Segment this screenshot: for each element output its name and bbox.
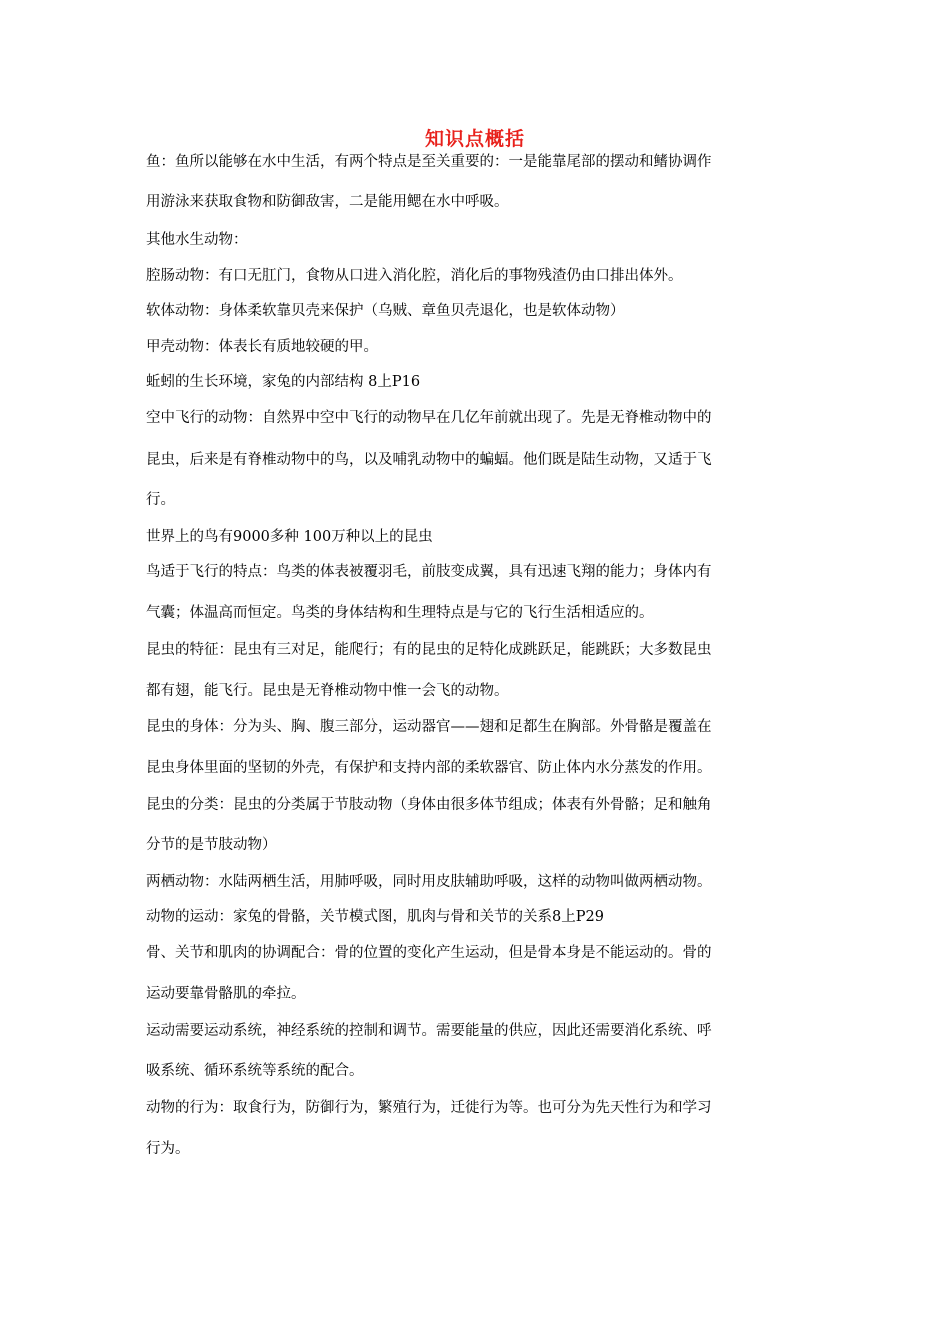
text-line-2: 用游泳来获取食物和防御敌害，二是能用鳃在水中呼吸。 bbox=[146, 194, 509, 210]
text-line-15: 都有翅，能飞行。昆虫是无脊椎动物中惟一会飞的动物。 bbox=[146, 683, 509, 699]
text-line-13: 气囊；体温高而恒定。鸟类的身体结构和生理特点是与它的飞行生活相适应的。 bbox=[146, 605, 654, 621]
text-line-20: 两栖动物：水陆两栖生活，用肺呼吸，同时用皮肤辅助呼吸，这样的动物叫做两栖动物。 bbox=[146, 874, 712, 890]
text-line-1: 鱼：鱼所以能够在水中生活，有两个特点是至关重要的：一是能靠尾部的摆动和鳍协调作 bbox=[146, 154, 712, 170]
text-line-22: 骨、关节和肌肉的协调配合：骨的位置的变化产生运动，但是骨本身是不能运动的。骨的 bbox=[146, 945, 712, 961]
text-line-16: 昆虫的身体：分为头、胸、腹三部分，运动器官——翅和足都生在胸部。外骨骼是覆盖在 bbox=[146, 719, 712, 735]
text-line-23: 运动要靠骨骼肌的牵拉。 bbox=[146, 986, 306, 1002]
text-line-11: 世界上的鸟有9000多种 100万种以上的昆虫 bbox=[146, 529, 433, 545]
text-line-24: 运动需要运动系统，神经系统的控制和调节。需要能量的供应，因此还需要消化系统、呼 bbox=[146, 1023, 712, 1039]
text-line-8: 空中飞行的动物：自然界中空中飞行的动物早在几亿年前就出现了。先是无脊椎动物中的 bbox=[146, 410, 712, 426]
text-line-19: 分节的是节肢动物） bbox=[146, 837, 277, 853]
text-line-7: 蚯蚓的生长环境，家兔的内部结构 8上P16 bbox=[146, 374, 421, 390]
text-line-3: 其他水生动物： bbox=[146, 232, 248, 248]
text-line-6: 甲壳动物：体表长有质地较硬的甲。 bbox=[146, 339, 378, 355]
text-line-14: 昆虫的特征：昆虫有三对足，能爬行；有的昆虫的足特化成跳跃足，能跳跃；大多数昆虫 bbox=[146, 642, 712, 658]
text-line-27: 行为。 bbox=[146, 1141, 190, 1157]
text-line-4: 腔肠动物：有口无肛门，食物从口进入消化腔，消化后的事物残渣仍由口排出体外。 bbox=[146, 268, 683, 284]
text-line-18: 昆虫的分类：昆虫的分类属于节肢动物（身体由很多体节组成；体表有外骨骼；足和触角 bbox=[146, 797, 712, 813]
text-line-21: 动物的运动：家兔的骨骼，关节模式图，肌肉与骨和关节的关系8上P29 bbox=[146, 909, 604, 925]
text-line-17: 昆虫身体里面的坚韧的外壳，有保护和支持内部的柔软器官、防止体内水分蒸发的作用。 bbox=[146, 760, 712, 776]
text-line-25: 吸系统、循环系统等系统的配合。 bbox=[146, 1063, 364, 1079]
text-line-26: 动物的行为：取食行为，防御行为，繁殖行为，迁徙行为等。也可分为先天性行为和学习 bbox=[146, 1100, 712, 1116]
text-line-9: 昆虫，后来是有脊椎动物中的鸟，以及哺乳动物中的蝙蝠。他们既是陆生动物，又适于飞 bbox=[146, 452, 712, 468]
text-line-10: 行。 bbox=[146, 492, 175, 508]
text-line-5: 软体动物：身体柔软靠贝壳来保护（乌贼、章鱼贝壳退化，也是软体动物） bbox=[146, 303, 625, 319]
text-line-12: 鸟适于飞行的特点：鸟类的体表被覆羽毛，前肢变成翼，具有迅速飞翔的能力；身体内有 bbox=[146, 564, 712, 580]
page-title: 知识点概括 bbox=[424, 128, 525, 150]
